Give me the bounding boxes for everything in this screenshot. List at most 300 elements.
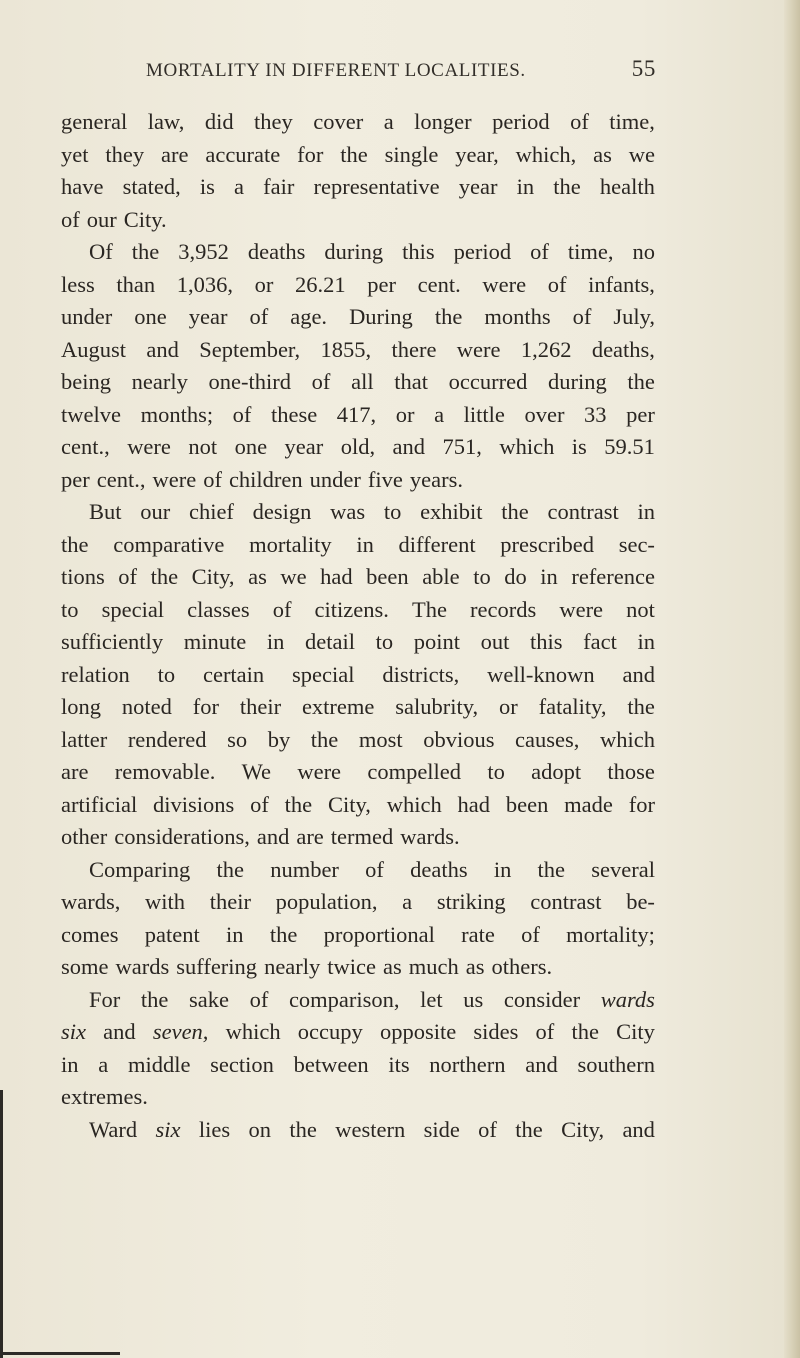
text-word: the	[131, 239, 160, 265]
text-word: during	[324, 239, 384, 265]
text-word: number	[270, 856, 339, 882]
page-edge-bottom	[0, 1352, 120, 1355]
text-word: a	[383, 109, 394, 134]
text-word: a	[402, 889, 413, 915]
text-word: chief	[188, 499, 234, 525]
text-word: age.	[290, 304, 328, 330]
text-word: period	[492, 109, 550, 134]
text-word: causes,	[515, 726, 580, 752]
text-word: as	[593, 141, 612, 167]
text-word: rate	[461, 921, 495, 947]
text-word: do	[504, 564, 527, 590]
text-word: a	[98, 1051, 109, 1077]
text-line	[61, 1114, 655, 1147]
text-word: of	[547, 271, 567, 297]
text-word: no	[632, 239, 655, 265]
text-word: southern	[577, 1051, 655, 1077]
text-word: and	[103, 1019, 136, 1045]
text-word: During	[349, 304, 413, 330]
text-word: proportional	[323, 921, 435, 947]
text-word: occurred	[448, 369, 528, 395]
text-word: of	[61, 206, 80, 232]
text-line	[61, 821, 655, 854]
text-word: records	[470, 596, 537, 622]
text-word: 1855,	[320, 336, 372, 362]
text-line	[61, 724, 655, 757]
text-word: occupy	[297, 1019, 363, 1045]
text-word: as	[465, 954, 485, 980]
text-word: City	[616, 1019, 655, 1045]
text-word: as	[248, 564, 267, 590]
text-word: 1,036,	[176, 271, 233, 297]
text-word: adopt	[531, 759, 582, 785]
text-word: they	[254, 109, 293, 134]
text-word: are	[161, 141, 189, 167]
text-word: consider	[503, 986, 581, 1012]
text-word: minute	[183, 629, 247, 655]
text-word: not	[188, 434, 218, 460]
text-word: salubrity,	[395, 694, 479, 720]
text-word: deaths	[410, 856, 468, 882]
text-word: 33	[584, 401, 607, 427]
text-word: exhibit	[420, 499, 483, 525]
text-word: were	[559, 596, 604, 622]
text-line	[61, 529, 655, 562]
text-word: we	[628, 141, 655, 167]
text-word: the	[515, 1116, 543, 1142]
text-word: special	[101, 596, 165, 622]
text-word: to	[157, 661, 176, 687]
text-word: opposite	[379, 1019, 457, 1045]
text-word: for	[297, 141, 324, 167]
text-word: of	[478, 1116, 497, 1142]
text-word: or	[254, 271, 274, 297]
text-word: different	[398, 531, 476, 557]
text-word: the	[537, 856, 566, 882]
text-word: the	[434, 304, 463, 330]
text-word: a	[434, 401, 445, 427]
text-word: But	[89, 499, 122, 525]
text-word: time,	[609, 109, 655, 134]
text-word: special	[292, 661, 355, 687]
text-word: year	[284, 434, 324, 460]
text-word: fact	[583, 629, 617, 655]
text-word: us	[463, 986, 484, 1012]
text-word: per	[626, 401, 655, 427]
text-word: months	[484, 304, 551, 330]
text-word: of	[311, 369, 331, 395]
text-word: side	[423, 1116, 460, 1142]
text-word: which	[225, 1019, 281, 1045]
text-line	[61, 561, 655, 594]
text-word: most	[358, 726, 403, 752]
text-word: We	[241, 759, 272, 785]
text-line	[61, 691, 655, 724]
text-word: its	[388, 1051, 410, 1077]
text-word: have	[61, 174, 104, 200]
running-header	[146, 56, 656, 86]
text-word: the	[140, 986, 169, 1012]
text-word: City,	[191, 564, 235, 590]
text-word: than	[116, 271, 156, 297]
text-word: been	[366, 564, 409, 590]
text-word: wards	[115, 954, 170, 980]
text-word: 1,262	[520, 336, 572, 362]
text-word: 3,952	[178, 239, 229, 265]
text-word: of	[572, 304, 592, 330]
text-word: longer	[414, 109, 472, 134]
text-word: the	[61, 531, 89, 557]
text-word: classes	[187, 596, 250, 622]
text-word: other	[61, 824, 108, 850]
text-word: during	[548, 369, 607, 395]
text-word: relation	[61, 661, 130, 687]
text-word: per	[367, 271, 396, 297]
text-word: and	[392, 434, 426, 460]
text-line	[61, 106, 655, 139]
text-line	[61, 366, 655, 399]
text-word: had	[320, 564, 353, 590]
text-line	[61, 1016, 655, 1049]
text-word: citizens.	[314, 596, 389, 622]
text-word: time,	[567, 239, 614, 265]
text-line	[61, 886, 655, 919]
page-spine-shadow	[784, 0, 800, 1358]
text-word: their	[209, 889, 251, 915]
text-word: sec-	[618, 531, 655, 557]
text-line	[61, 1049, 655, 1082]
text-word: six	[61, 1019, 86, 1045]
text-word: certain	[202, 661, 265, 687]
text-word: the	[216, 856, 244, 882]
text-word: of	[118, 564, 138, 590]
text-word: nearly	[264, 954, 321, 980]
text-word: latter	[61, 726, 108, 752]
text-line	[61, 594, 655, 627]
text-word: cent.,	[96, 466, 146, 492]
text-word: mortality	[249, 531, 332, 557]
text-word: of	[249, 304, 269, 330]
text-word: were	[482, 271, 527, 297]
text-word: and	[146, 336, 179, 362]
text-word: five	[367, 466, 403, 492]
text-word: the	[289, 1116, 317, 1142]
text-word: The	[411, 596, 447, 622]
text-word: suffering	[176, 954, 258, 980]
text-line	[61, 919, 655, 952]
text-word: yet	[61, 141, 89, 167]
text-line	[61, 659, 655, 692]
text-word: the	[553, 174, 581, 200]
text-word: were	[152, 466, 197, 492]
text-word: deaths,	[591, 336, 655, 362]
text-word: some	[61, 954, 109, 980]
text-line	[61, 464, 655, 497]
text-word: tions	[61, 564, 105, 590]
text-line	[61, 399, 655, 432]
text-word: stated,	[122, 174, 181, 200]
text-word: design	[252, 499, 312, 525]
text-word: being	[61, 369, 111, 395]
text-word: under	[61, 304, 113, 330]
text-line	[61, 204, 655, 237]
text-line	[61, 756, 655, 789]
text-word: old,	[340, 434, 376, 460]
text-word: infants,	[588, 271, 655, 297]
text-word: on	[248, 1116, 271, 1142]
text-word: those	[607, 759, 655, 785]
text-word: that	[394, 369, 428, 395]
text-line	[61, 626, 655, 659]
text-word: the	[269, 921, 298, 947]
text-word: for	[628, 791, 655, 817]
text-line	[61, 854, 655, 887]
text-word: months;	[140, 401, 214, 427]
text-word: For	[89, 986, 121, 1012]
header-title: MORTALITY IN DIFFERENT LOCALITIES.	[146, 60, 526, 81]
text-word: detail	[304, 629, 355, 655]
text-word: year,	[455, 141, 499, 167]
text-word: the	[310, 726, 339, 752]
text-word: our	[86, 206, 117, 232]
text-word: termed	[330, 824, 394, 850]
text-word: the	[627, 369, 655, 395]
text-word: less	[61, 271, 95, 297]
text-word: all	[351, 369, 374, 395]
text-word: contrast	[547, 499, 619, 525]
text-word: one-third	[208, 369, 292, 395]
text-word: middle	[127, 1051, 191, 1077]
text-word: well-known	[487, 661, 595, 687]
text-word: for	[192, 694, 219, 720]
text-line	[61, 496, 655, 529]
text-word: of	[272, 596, 292, 622]
text-word: to	[487, 759, 505, 785]
text-word: striking	[436, 889, 506, 915]
text-word: of	[203, 466, 222, 492]
text-word: twice	[327, 954, 377, 980]
text-word: single	[384, 141, 439, 167]
text-word: cover	[313, 109, 364, 134]
text-word: per	[61, 466, 90, 492]
text-word: law,	[147, 109, 185, 134]
page-edge-left	[0, 1090, 3, 1358]
text-word: let	[420, 986, 443, 1012]
text-word: patent	[144, 921, 200, 947]
text-word: in	[266, 629, 285, 655]
text-word: which	[599, 726, 655, 752]
text-word: or	[395, 401, 415, 427]
text-line	[61, 269, 655, 302]
text-word: is	[199, 174, 215, 200]
text-word: to	[61, 596, 79, 622]
text-word: under	[309, 466, 361, 492]
text-line	[61, 789, 655, 822]
text-word: sufficiently	[61, 629, 164, 655]
text-word: lies	[198, 1116, 231, 1142]
text-word: of	[570, 109, 589, 134]
text-word: were	[297, 759, 342, 785]
text-word: City.	[123, 206, 167, 232]
text-word: comes	[61, 921, 119, 947]
text-word: in	[493, 856, 512, 882]
text-word: one	[234, 434, 268, 460]
text-word: health	[599, 174, 655, 200]
text-word: 26.21	[295, 271, 346, 297]
text-word: accurate	[205, 141, 281, 167]
text-word: obvious	[423, 726, 495, 752]
text-word: as	[383, 954, 402, 980]
text-word: of	[250, 791, 269, 817]
text-word: children	[228, 466, 303, 492]
text-word: and	[622, 661, 655, 687]
text-word: these	[270, 401, 318, 427]
text-word: northern	[429, 1051, 506, 1077]
text-word: of	[521, 921, 540, 947]
text-word: the	[150, 564, 179, 590]
text-word: of	[365, 856, 384, 882]
text-word: wards	[600, 986, 655, 1012]
text-word: made	[564, 791, 613, 817]
text-word: general	[61, 109, 128, 134]
text-word: our	[140, 499, 171, 525]
text-word: so	[227, 726, 248, 752]
text-line	[61, 139, 655, 172]
text-word: nearly	[131, 369, 188, 395]
text-word: removable.	[114, 759, 216, 785]
text-word: point	[413, 629, 460, 655]
text-word: several	[591, 856, 655, 882]
text-word: in	[356, 531, 374, 557]
text-word: were	[127, 434, 171, 460]
text-word: section	[210, 1051, 274, 1077]
text-word: divisions	[153, 791, 235, 817]
text-word: considerations,	[114, 824, 250, 850]
text-word: reference	[571, 564, 655, 590]
body-text	[61, 106, 655, 1147]
text-word: the	[284, 791, 313, 817]
text-word: western	[335, 1116, 406, 1142]
text-word: or	[499, 694, 518, 720]
text-word: in	[637, 629, 655, 655]
text-word: to	[383, 499, 402, 525]
text-word: which	[386, 791, 442, 817]
text-word: 417,	[336, 401, 377, 427]
text-word: by	[267, 726, 291, 752]
text-word: between	[293, 1051, 369, 1077]
text-word: the	[627, 694, 655, 720]
text-word: sides	[473, 1019, 519, 1045]
text-word: July,	[613, 304, 655, 330]
text-word: comparison,	[288, 986, 400, 1012]
text-word: year	[188, 304, 228, 330]
text-word: in	[226, 921, 244, 947]
text-word: of	[232, 401, 252, 427]
text-word: one	[134, 304, 167, 330]
text-word: which	[499, 434, 555, 460]
text-line	[61, 431, 655, 464]
text-word: compelled	[367, 759, 462, 785]
text-word: in	[516, 174, 535, 200]
text-word: 59.51	[604, 434, 655, 460]
text-word: which,	[515, 141, 577, 167]
text-word: wards,	[61, 889, 121, 915]
text-word: fair	[263, 174, 295, 200]
text-word: this	[530, 629, 563, 655]
text-word: of	[530, 239, 549, 265]
text-line	[61, 1081, 655, 1114]
text-word: and	[525, 1051, 558, 1077]
text-word: this	[402, 239, 435, 265]
text-word: year	[458, 174, 498, 200]
text-word: to	[473, 564, 491, 590]
text-word: and	[622, 1116, 655, 1142]
text-word: are	[61, 759, 89, 785]
text-word: noted	[121, 694, 172, 720]
text-word: not	[626, 596, 655, 622]
text-word: was	[330, 499, 366, 525]
text-line	[61, 301, 655, 334]
text-word: fatality,	[538, 694, 607, 720]
text-word: be-	[626, 889, 655, 915]
text-word: seven,	[152, 1019, 209, 1045]
text-word: to	[375, 629, 394, 655]
text-word: Comparing	[89, 856, 191, 882]
text-word: of	[535, 1019, 555, 1045]
text-word: there	[391, 336, 437, 362]
text-word: years.	[409, 466, 463, 492]
text-word: we	[280, 564, 307, 590]
text-word: were	[456, 336, 501, 362]
text-word: comparative	[113, 531, 225, 557]
text-word: the	[501, 499, 529, 525]
text-word: rendered	[127, 726, 207, 752]
text-word: others.	[491, 954, 553, 980]
text-word: did	[204, 109, 234, 134]
text-word: City,	[561, 1116, 605, 1142]
text-word: little	[463, 401, 505, 427]
text-word: cent.,	[61, 434, 110, 460]
text-word: and	[256, 824, 290, 850]
text-word: much	[408, 954, 459, 980]
text-word: twelve	[61, 401, 121, 427]
text-word: a	[233, 174, 244, 200]
text-word: out	[480, 629, 510, 655]
text-line	[61, 951, 655, 984]
text-word: prescribed	[500, 531, 594, 557]
text-word: City,	[327, 791, 371, 817]
text-word: contrast	[530, 889, 602, 915]
page-number: 55	[631, 56, 656, 81]
text-word: sake	[188, 986, 229, 1012]
text-word: long	[61, 694, 102, 720]
text-word: cent.	[417, 271, 461, 297]
text-word: had	[457, 791, 491, 817]
text-word: population,	[275, 889, 378, 915]
text-word: the	[340, 141, 368, 167]
text-word: September,	[199, 336, 301, 362]
text-word: they	[105, 141, 145, 167]
text-word: of	[249, 986, 269, 1012]
text-word: extreme	[301, 694, 375, 720]
text-line	[61, 236, 655, 269]
text-word: with	[145, 889, 186, 915]
text-word: are	[296, 824, 324, 850]
text-word: mortality;	[566, 921, 655, 947]
text-word: in	[61, 1051, 79, 1077]
text-word: able	[422, 564, 460, 590]
text-line	[61, 334, 655, 367]
